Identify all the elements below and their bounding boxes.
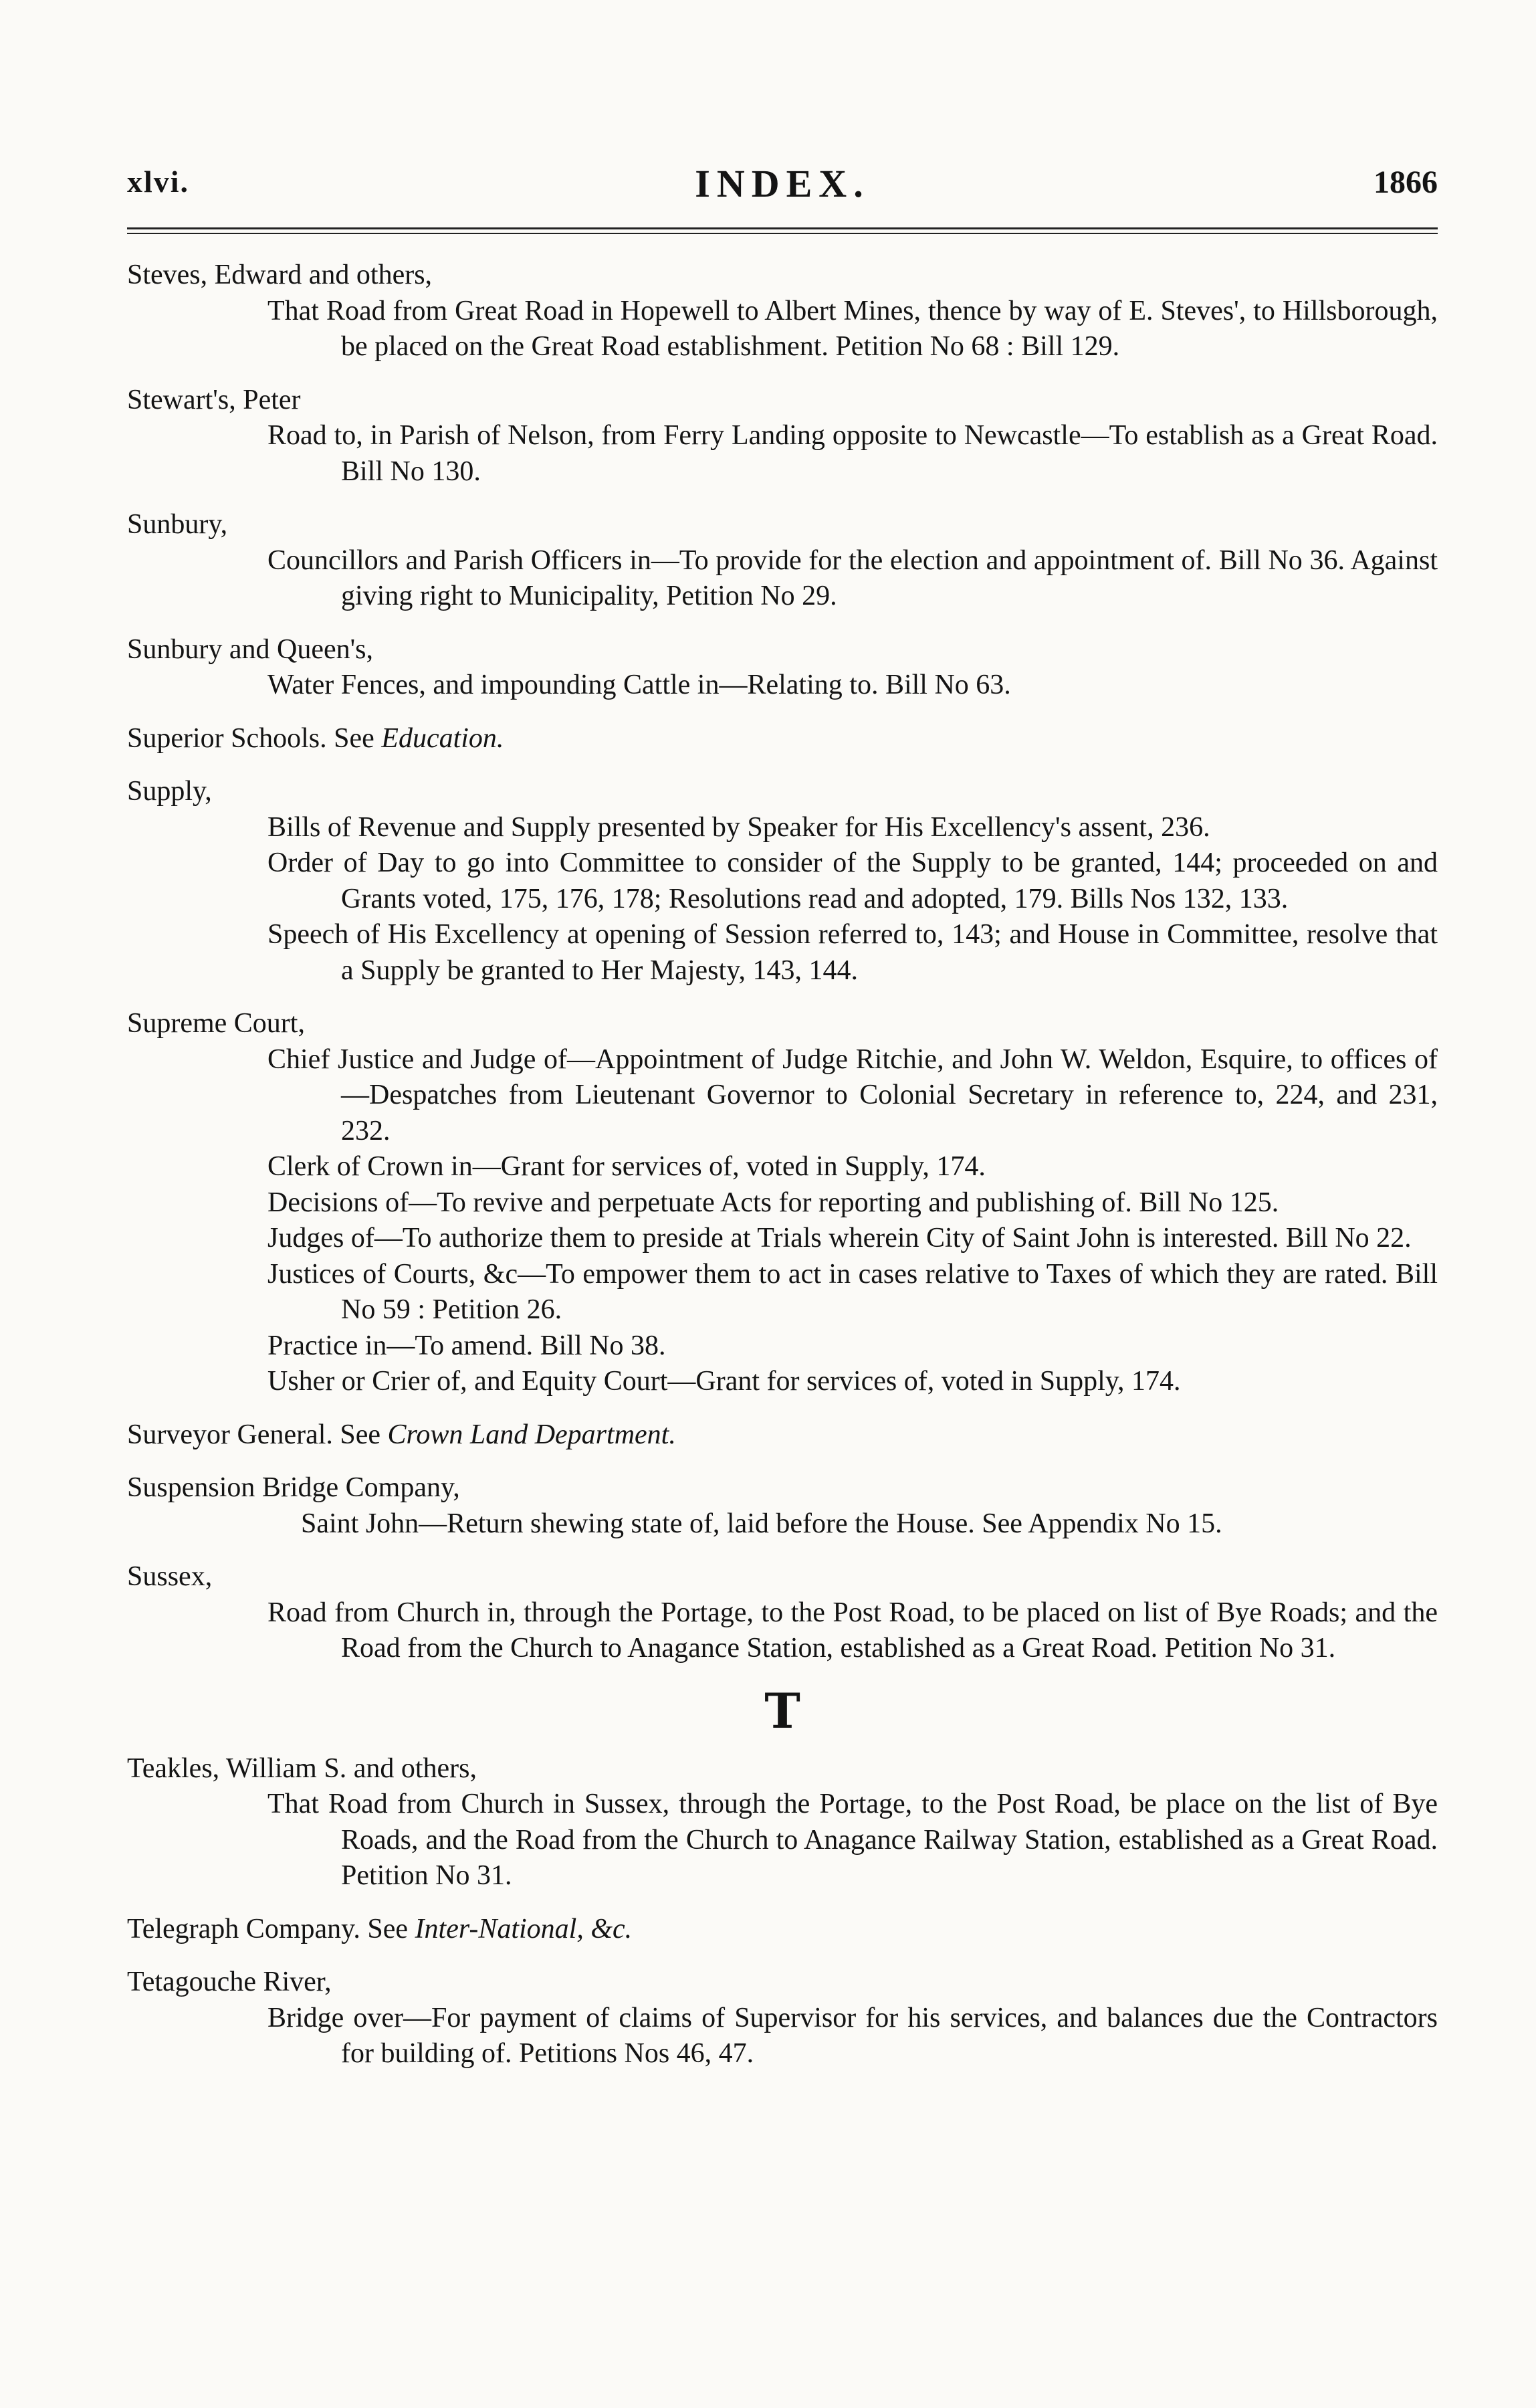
- entry-heading: Stewart's, Peter: [127, 384, 301, 415]
- entry-heading-text: Superior Schools. See: [127, 722, 382, 754]
- entry-subentry: Speech of His Excellency at opening of Session referred to, 143; and House in Committee, resolve that a Supply be granted to Her Majesty, 143, 144.: [267, 919, 1438, 986]
- page-title: INDEX.: [695, 162, 870, 205]
- entry-heading-text: Surveyor General. See: [127, 1419, 388, 1450]
- entry-heading: Sunbury,: [127, 509, 228, 540]
- index-content: [127, 258, 1438, 2090]
- index-entry: [127, 1912, 1438, 1948]
- page-year: 1866: [1374, 165, 1438, 200]
- index-entry: [127, 1559, 1438, 1667]
- page-header: [127, 164, 1438, 217]
- index-entry: [127, 1006, 1438, 1400]
- index-entry: [127, 1417, 1438, 1453]
- index-entry: [127, 258, 1438, 365]
- entry-subentry: Justices of Courts, &c—To empower them to act in cases relative to Taxes of which they are rated. Bill No 59 : Petition 26.: [267, 1258, 1438, 1325]
- entry-heading: Supreme Court,: [127, 1008, 305, 1039]
- entry-subentry: Decisions of—To revive and perpetuate Acts for reporting and publishing of. Bill No 125.: [267, 1187, 1279, 1218]
- entry-heading: [127, 1912, 1438, 1948]
- index-entry: [127, 1470, 1438, 1542]
- index-entry: [127, 632, 1438, 704]
- header-double-rule: [127, 227, 1438, 234]
- entry-heading-text: Telegraph Company. See: [127, 1913, 415, 1944]
- entry-heading: Suspension Bridge Company,: [127, 1472, 460, 1503]
- index-entry: [127, 507, 1438, 615]
- entry-heading: [127, 1417, 1438, 1453]
- entry-subentry: That Road from Great Road in Hopewell to Albert Mines, thence by way of E. Steves', to Hillsborough, be placed on the Great Road establishment. Petition No 68 : Bill 129.: [267, 295, 1438, 362]
- entry-subentry: That Road from Church in Sussex, through the Portage, to the Post Road, be place on the list of Bye Roads, and the Road from the Church to Anagance Railway Station, established as a Great Road. Petition No 31.: [267, 1789, 1438, 1891]
- entry-subentry: Chief Justice and Judge of—Appointment of Judge Ritchie, and John W. Weldon, Esquire, to offices of—Despatches from Lieutenant Governor to Colonial Secretary in reference to, 224, and 231, 232.: [267, 1043, 1438, 1146]
- index-entry: [127, 1965, 1438, 2072]
- entry-subentry: Clerk of Crown in—Grant for services of, voted in Supply, 174.: [267, 1151, 986, 1182]
- entry-subentry: Councillors and Parish Officers in—To provide for the election and appointment of. Bill No 36. Against giving right to Municipality, Petition No 29.: [267, 544, 1438, 611]
- entry-heading: Sunbury and Queen's,: [127, 633, 374, 665]
- page-number: xlvi.: [127, 165, 190, 199]
- entry-subentry: Road to, in Parish of Nelson, from Ferry Landing opposite to Newcastle—To establish as a Great Road. Bill No 130.: [267, 420, 1438, 487]
- index-entry: [127, 383, 1438, 490]
- index-entry: [127, 774, 1438, 989]
- entry-heading: Teakles, William S. and others,: [127, 1752, 477, 1784]
- entry-heading: Supply,: [127, 776, 212, 807]
- section-letter-t: T: [764, 1682, 800, 1739]
- entry-heading: [127, 721, 1438, 757]
- entry-subentry: Usher or Crier of, and Equity Court—Grant for services of, voted in Supply, 174.: [267, 1366, 1181, 1397]
- see-reference: Inter-National, &c.: [415, 1913, 633, 1944]
- entry-heading: Steves, Edward and others,: [127, 260, 433, 290]
- entry-subentry: Judges of—To authorize them to preside at Trials wherein City of Saint John is interested. Bill No 22.: [267, 1223, 1412, 1253]
- entry-heading: Sussex,: [127, 1561, 213, 1592]
- see-reference: Crown Land Department.: [387, 1419, 676, 1450]
- index-entry: [127, 721, 1438, 757]
- entry-subentry: Order of Day to go into Committee to consider of the Supply to be granted, 144; proceeded on and Grants voted, 175, 176, 178; Resolutions read and adopted, 179. Bills Nos 132, 133.: [267, 847, 1438, 914]
- entry-subentry: Bridge over—For payment of claims of Supervisor for his services, and balances due the Contractors for building of. Petitions Nos 46, 47.: [267, 2002, 1438, 2069]
- entry-heading: Tetagouche River,: [127, 1967, 332, 1997]
- see-reference: Education.: [381, 722, 504, 754]
- entry-subentry: Practice in—To amend. Bill No 38.: [267, 1330, 666, 1361]
- entry-subentry: Saint John—Return shewing state of, laid before the House. See Appendix No 15.: [301, 1508, 1222, 1539]
- entry-subentry: Bills of Revenue and Supply presented by Speaker for His Excellency's assent, 236.: [267, 811, 1210, 843]
- index-entry: [127, 1751, 1438, 1894]
- entry-subentry: Water Fences, and impounding Cattle in—Relating to. Bill No 63.: [267, 670, 1011, 700]
- entry-subentry: Road from Church in, through the Portage, to the Post Road, to be placed on list of Bye Roads; and the Road from the Church to Anagance Station, established as a Great Road. Petition No 31.: [267, 1597, 1438, 1664]
